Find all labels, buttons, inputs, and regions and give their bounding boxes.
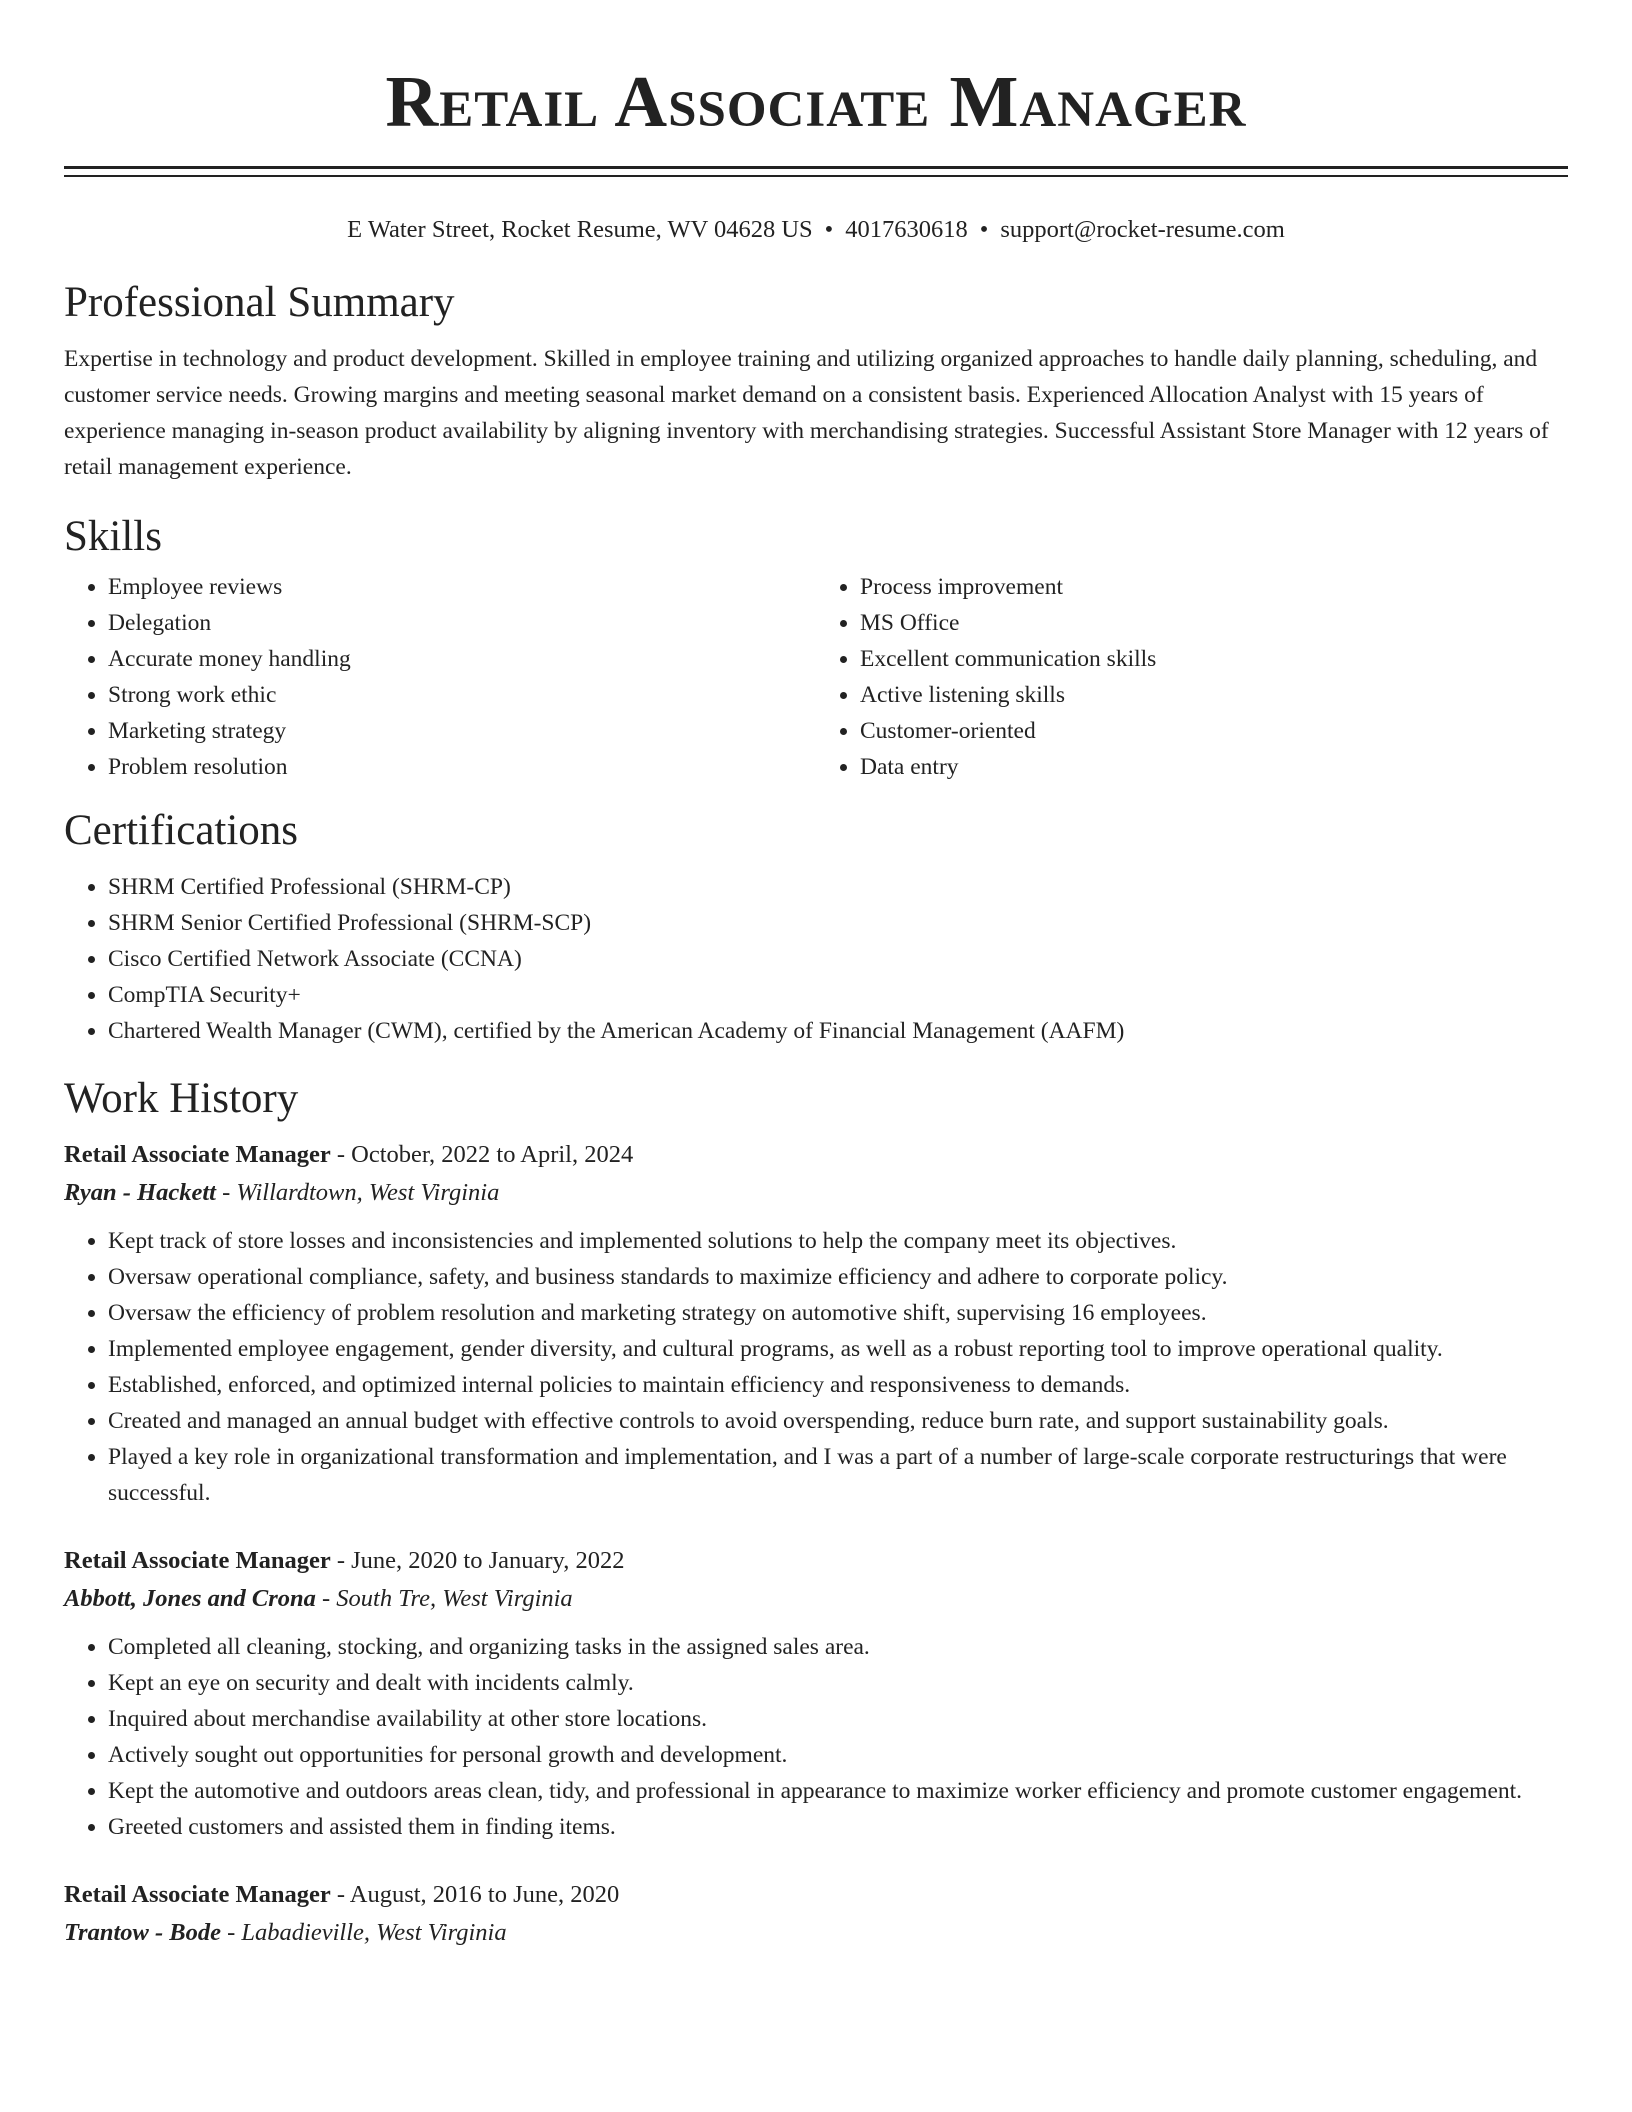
summary-heading: Professional Summary xyxy=(64,279,455,326)
contact-separator: • xyxy=(824,216,834,243)
summary-text: Expertise in technology and product development. Skilled in employee training and utilizing organized approaches to handle daily planning, scheduling, and customer service needs. Growing margins and meeting seasonal market demand on a consistent basis. Experienced Allocation Analyst with 15 years of experience managing in-season product availability by aligning inventory with merchandising strategies. Successful Assistant Store Manager with 12 years of retail management experience. xyxy=(64,346,1549,480)
job-bullet: • Kept an eye on security and dealt with incidents calmly. xyxy=(108,1665,1568,1701)
contact-address: E Water Street, Rocket Resume, WV 04628 US xyxy=(347,216,813,243)
job-entry xyxy=(64,1543,1568,1845)
job-title-line xyxy=(64,1543,1568,1579)
skill-item: • Strong work ethic xyxy=(108,677,816,713)
job-title: Retail Associate Manager xyxy=(64,1547,331,1574)
job-bullet: • Inquired about merchandise availability at other store locations. xyxy=(108,1701,1568,1737)
skill-item: • Marketing strategy xyxy=(108,713,816,749)
job-bullet: • Kept the automotive and outdoors areas clean, tidy, and professional in appearance to maximize worker efficiency and promote customer engagement. xyxy=(108,1773,1568,1809)
skills-columns xyxy=(64,569,1568,785)
contact-separator: • xyxy=(979,216,989,243)
job-company-line xyxy=(64,1581,1568,1617)
job-bullet: • Established, enforced, and optimized internal policies to maintain efficiency and responsiveness to demands. xyxy=(108,1367,1568,1403)
skills-list-left xyxy=(64,569,816,785)
job-bullets xyxy=(64,1223,1568,1511)
work-history-heading: Work History xyxy=(64,1075,299,1122)
job-bullets xyxy=(64,1629,1568,1845)
certification-item: • CompTIA Security+ xyxy=(108,977,1568,1013)
job-entry xyxy=(64,1877,1568,1951)
job-company: Ryan - Hackett xyxy=(64,1179,216,1206)
certification-item: • Cisco Certified Network Associate (CCNA) xyxy=(108,941,1568,977)
skill-item: • Accurate money handling xyxy=(108,641,816,677)
job-company: Trantow - Bode xyxy=(64,1919,221,1946)
job-bullet: • Actively sought out opportunities for personal growth and development. xyxy=(108,1737,1568,1773)
job-dates: - October, 2022 to April, 2024 xyxy=(330,1141,634,1168)
certification-item: • Chartered Wealth Manager (CWM), certified by the American Academy of Financial Management (AAFM) xyxy=(108,1013,1568,1049)
job-company: Abbott, Jones and Crona xyxy=(64,1585,316,1612)
job-bullet: • Played a key role in organizational transformation and implementation, and I was a part of a number of large-scale corporate restructurings that were successful. xyxy=(108,1439,1568,1511)
job-location: - Willardtown, West Virginia xyxy=(215,1179,500,1206)
job-bullet: • Greeted customers and assisted them in finding items. xyxy=(108,1809,1568,1845)
job-title-line xyxy=(64,1137,1568,1173)
certification-item: • SHRM Senior Certified Professional (SHRM-SCP) xyxy=(108,905,1568,941)
job-title-line xyxy=(64,1877,1568,1913)
job-company-line xyxy=(64,1915,1568,1951)
skill-item: • Problem resolution xyxy=(108,749,816,785)
skill-item: • Delegation xyxy=(108,605,816,641)
resume-page xyxy=(64,0,1568,1963)
resume-name-title: Retail Associate Manager xyxy=(385,61,1247,142)
header-divider-thin xyxy=(64,175,1568,177)
contact-email: support@rocket-resume.com xyxy=(1000,216,1285,243)
certification-item: • SHRM Certified Professional (SHRM-CP) xyxy=(108,869,1568,905)
skill-item: • Process improvement xyxy=(860,569,1568,605)
job-bullet: • Oversaw operational compliance, safety, and business standards to maximize efficiency and adhere to corporate policy. xyxy=(108,1259,1568,1295)
job-dates: - August, 2016 to June, 2020 xyxy=(330,1881,620,1908)
certifications-heading: Certifications xyxy=(64,807,299,854)
contact-line xyxy=(64,215,1568,245)
job-bullet: • Completed all cleaning, stocking, and organizing tasks in the assigned sales area. xyxy=(108,1629,1568,1665)
header-divider-thick xyxy=(64,166,1568,169)
job-bullet: • Oversaw the efficiency of problem resolution and marketing strategy on automotive shift, supervising 16 employees. xyxy=(108,1295,1568,1331)
job-bullet: • Created and managed an annual budget with effective controls to avoid overspending, reduce burn rate, and support sustainability goals. xyxy=(108,1403,1568,1439)
job-title: Retail Associate Manager xyxy=(64,1881,331,1908)
skills-heading: Skills xyxy=(64,513,162,560)
skill-item: • Excellent communication skills xyxy=(860,641,1568,677)
certifications-list xyxy=(64,869,1568,1049)
skill-item: • Active listening skills xyxy=(860,677,1568,713)
contact-phone: 4017630618 xyxy=(845,216,968,243)
job-location: - Labadieville, West Virginia xyxy=(221,1919,507,1946)
job-bullet: • Kept track of store losses and inconsistencies and implemented solutions to help the company meet its objectives. xyxy=(108,1223,1568,1259)
job-dates: - June, 2020 to January, 2022 xyxy=(330,1547,625,1574)
job-title: Retail Associate Manager xyxy=(64,1141,331,1168)
skills-list-right xyxy=(816,569,1568,785)
skill-item: • MS Office xyxy=(860,605,1568,641)
job-entry xyxy=(64,1137,1568,1511)
skill-item: • Customer-oriented xyxy=(860,713,1568,749)
skill-item: • Employee reviews xyxy=(108,569,816,605)
job-bullet: • Implemented employee engagement, gender diversity, and cultural programs, as well as a robust reporting tool to improve operational quality. xyxy=(108,1331,1568,1367)
skill-item: • Data entry xyxy=(860,749,1568,785)
job-company-line xyxy=(64,1175,1568,1211)
job-location: - South Tre, West Virginia xyxy=(315,1585,573,1612)
